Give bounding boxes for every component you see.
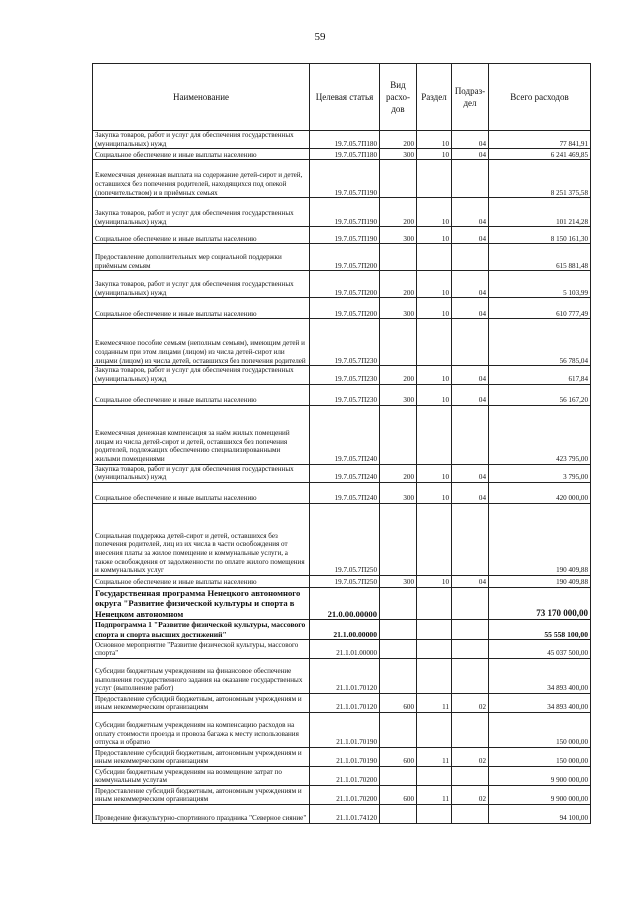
cell-expense-type: [380, 319, 417, 366]
cell-total: 420 000,00: [489, 482, 591, 503]
cell-target-article: 21.0.00.00000: [310, 587, 380, 619]
cell-target-article: 19.7.05.7П200: [310, 244, 380, 271]
table-row: [93, 620, 591, 640]
cell-section: 10: [417, 464, 452, 482]
table-row: [93, 482, 591, 503]
header-target-article: Целевая статья: [310, 64, 380, 131]
cell-name: Проведение физкультурно-спортивного праздника "Северное сияние": [93, 804, 310, 823]
cell-section: 11: [417, 747, 452, 766]
table-row: [93, 149, 591, 160]
cell-section: 10: [417, 227, 452, 244]
cell-section: 11: [417, 693, 452, 712]
cell-section: [417, 804, 452, 823]
cell-section: [417, 587, 452, 619]
cell-expense-type: 300: [380, 227, 417, 244]
cell-expense-type: [380, 620, 417, 640]
cell-total: 73 170 000,00: [489, 587, 591, 619]
header-total: Всего расходов: [489, 64, 591, 131]
cell-expense-type: [380, 766, 417, 785]
cell-target-article: 19.7.05.7П180: [310, 131, 380, 149]
cell-expense-type: 300: [380, 384, 417, 405]
cell-expense-type: [380, 639, 417, 658]
cell-subsection: [452, 658, 489, 693]
cell-target-article: 21.1.01.00000: [310, 639, 380, 658]
cell-name: Закупка товаров, работ и услуг для обеспечения государственных (муниципальных) нужд: [93, 366, 310, 384]
cell-subsection: 04: [452, 366, 489, 384]
cell-name: Государственная программа Ненецкого автономного округа "Развитие физической культуры и спорта в Ненецком автономном: [93, 587, 310, 619]
cell-subsection: [452, 712, 489, 747]
cell-subsection: [452, 639, 489, 658]
cell-section: 10: [417, 149, 452, 160]
header-section: Раздел: [417, 64, 452, 131]
cell-section: [417, 160, 452, 198]
cell-total: 77 841,91: [489, 131, 591, 149]
cell-name: Социальное обеспечение и иные выплаты населению: [93, 575, 310, 587]
cell-name: Ежемесячная денежная компенсация за наём жилых помещений лицам из числа детей-сирот и детей, оставшихся без попечения родителей, подлежащих обеспечению специализированными жилыми помещениями: [93, 405, 310, 464]
table-row: [93, 160, 591, 198]
cell-target-article: 19.7.05.7П240: [310, 464, 380, 482]
cell-subsection: [452, 503, 489, 575]
table-header-row: [93, 64, 591, 131]
cell-name: Социальное обеспечение и иные выплаты населению: [93, 482, 310, 503]
table-row: [93, 712, 591, 747]
header-name: Наименование: [93, 64, 310, 131]
cell-name: Социальное обеспечение и иные выплаты населению: [93, 227, 310, 244]
cell-subsection: 04: [452, 131, 489, 149]
cell-name: Основное мероприятие "Развитие физической культуры, массового спорта": [93, 639, 310, 658]
cell-expense-type: 600: [380, 747, 417, 766]
cell-total: 150 000,00: [489, 712, 591, 747]
cell-expense-type: 200: [380, 464, 417, 482]
cell-section: 10: [417, 384, 452, 405]
cell-total: 94 100,00: [489, 804, 591, 823]
cell-target-article: 19.7.05.7П180: [310, 149, 380, 160]
table-row: [93, 785, 591, 804]
cell-subsection: 02: [452, 785, 489, 804]
cell-target-article: 19.7.05.7П190: [310, 198, 380, 227]
cell-total: 3 795,00: [489, 464, 591, 482]
cell-subsection: 02: [452, 747, 489, 766]
cell-target-article: 19.7.05.7П230: [310, 384, 380, 405]
cell-target-article: 21.1.01.70190: [310, 747, 380, 766]
header-expense-type: Вид расхо-дов: [380, 64, 417, 131]
cell-expense-type: 300: [380, 149, 417, 160]
table-row: [93, 766, 591, 785]
cell-section: [417, 319, 452, 366]
cell-section: 10: [417, 366, 452, 384]
cell-target-article: 21.1.01.70120: [310, 693, 380, 712]
cell-total: 9 900 000,00: [489, 785, 591, 804]
cell-subsection: 04: [452, 575, 489, 587]
cell-target-article: 19.7.05.7П230: [310, 366, 380, 384]
cell-section: 10: [417, 298, 452, 319]
table-row: [93, 131, 591, 149]
cell-target-article: 19.7.05.7П190: [310, 227, 380, 244]
cell-total: 56 785,04: [489, 319, 591, 366]
cell-target-article: 21.1.01.70120: [310, 658, 380, 693]
cell-target-article: 19.7.05.7П200: [310, 298, 380, 319]
cell-name: Закупка товаров, работ и услуг для обеспечения государственных (муниципальных) нужд: [93, 131, 310, 149]
cell-target-article: 19.7.05.7П190: [310, 160, 380, 198]
cell-expense-type: 200: [380, 271, 417, 298]
cell-expense-type: 200: [380, 131, 417, 149]
cell-expense-type: 200: [380, 198, 417, 227]
cell-expense-type: [380, 587, 417, 619]
cell-target-article: 19.7.05.7П250: [310, 503, 380, 575]
table-row: [93, 575, 591, 587]
cell-total: 45 037 500,00: [489, 639, 591, 658]
cell-total: 101 214,28: [489, 198, 591, 227]
cell-subsection: [452, 244, 489, 271]
cell-section: [417, 620, 452, 640]
cell-total: 34 893 400,00: [489, 658, 591, 693]
cell-expense-type: [380, 160, 417, 198]
cell-target-article: 19.7.05.7П250: [310, 575, 380, 587]
cell-subsection: [452, 620, 489, 640]
cell-name: Закупка товаров, работ и услуг для обеспечения государственных (муниципальных) нужд: [93, 464, 310, 482]
cell-section: 10: [417, 131, 452, 149]
cell-section: [417, 639, 452, 658]
table-row: [93, 244, 591, 271]
cell-subsection: [452, 405, 489, 464]
cell-section: 10: [417, 575, 452, 587]
table-body: [93, 131, 591, 824]
table-row: [93, 384, 591, 405]
cell-name: Предоставление субсидий бюджетным, автономным учреждениям и иным некоммерческим организациям: [93, 693, 310, 712]
cell-expense-type: 600: [380, 693, 417, 712]
header-subsection: Подраз-дел: [452, 64, 489, 131]
cell-subsection: 04: [452, 271, 489, 298]
cell-total: 8 150 161,30: [489, 227, 591, 244]
cell-total: 6 241 469,85: [489, 149, 591, 160]
table-row: [93, 464, 591, 482]
cell-expense-type: 300: [380, 298, 417, 319]
cell-target-article: 21.1.01.70200: [310, 785, 380, 804]
cell-name: Подпрограмма 1 "Развитие физической культуры, массового спорта и спорта высших достижений": [93, 620, 310, 640]
cell-subsection: 04: [452, 227, 489, 244]
cell-subsection: [452, 160, 489, 198]
cell-target-article: 21.1.01.70190: [310, 712, 380, 747]
cell-total: 423 795,00: [489, 405, 591, 464]
cell-name: Социальная поддержка детей-сирот и детей, оставшихся без попечения родителей, лиц из их числа в части освобождения от внесения платы за жилое помещение и коммунальные услуги, а также освобождения от задолженности по оплате жилого помещения и коммунальных услуг: [93, 503, 310, 575]
cell-target-article: 19.7.05.7П240: [310, 405, 380, 464]
cell-name: Закупка товаров, работ и услуг для обеспечения государственных (муниципальных) нужд: [93, 198, 310, 227]
table-row: [93, 658, 591, 693]
cell-subsection: [452, 766, 489, 785]
cell-subsection: [452, 804, 489, 823]
cell-total: 617,84: [489, 366, 591, 384]
cell-expense-type: [380, 503, 417, 575]
table-row: [93, 366, 591, 384]
table-row: [93, 503, 591, 575]
cell-name: Социальное обеспечение и иные выплаты населению: [93, 298, 310, 319]
cell-expense-type: 300: [380, 575, 417, 587]
cell-total: 615 881,48: [489, 244, 591, 271]
cell-subsection: 04: [452, 384, 489, 405]
cell-total: 610 777,49: [489, 298, 591, 319]
cell-section: [417, 405, 452, 464]
cell-expense-type: 200: [380, 366, 417, 384]
table-row: [93, 693, 591, 712]
cell-name: Субсидии бюджетным учреждениям на возмещение затрат по коммунальным услугам: [93, 766, 310, 785]
cell-section: [417, 712, 452, 747]
cell-subsection: 02: [452, 693, 489, 712]
cell-target-article: 19.7.05.7П230: [310, 319, 380, 366]
table-row: [93, 587, 591, 619]
cell-section: 10: [417, 271, 452, 298]
cell-target-article: 19.7.05.7П240: [310, 482, 380, 503]
table-row: [93, 227, 591, 244]
cell-expense-type: 300: [380, 482, 417, 503]
cell-name: Социальное обеспечение и иные выплаты населению: [93, 149, 310, 160]
cell-total: 56 167,20: [489, 384, 591, 405]
cell-expense-type: [380, 244, 417, 271]
cell-total: 150 000,00: [489, 747, 591, 766]
cell-name: Ежемесячное пособие семьям (неполным семьям), имеющим детей и созданным при этом лицами (лицом) из числа детей-сирот или лицами (лицом) из числа детей, оставшихся без попечения родителей: [93, 319, 310, 366]
cell-total: 190 409,88: [489, 575, 591, 587]
cell-subsection: [452, 319, 489, 366]
cell-name: Предоставление дополнительных мер социальной поддержки приёмным семьям: [93, 244, 310, 271]
cell-name: Предоставление субсидий бюджетным, автономным учреждениям и иным некоммерческим организациям: [93, 785, 310, 804]
cell-total: 5 103,99: [489, 271, 591, 298]
cell-subsection: [452, 587, 489, 619]
cell-subsection: 04: [452, 464, 489, 482]
cell-section: [417, 244, 452, 271]
cell-section: 10: [417, 198, 452, 227]
cell-name: Предоставление субсидий бюджетным, автономным учреждениям и иным некоммерческим организациям: [93, 747, 310, 766]
cell-section: [417, 766, 452, 785]
cell-section: [417, 503, 452, 575]
cell-subsection: 04: [452, 149, 489, 160]
cell-section: 10: [417, 482, 452, 503]
cell-subsection: 04: [452, 482, 489, 503]
cell-name: Закупка товаров, работ и услуг для обеспечения государственных (муниципальных) нужд: [93, 271, 310, 298]
cell-expense-type: 600: [380, 785, 417, 804]
table-row: [93, 198, 591, 227]
table-row: [93, 639, 591, 658]
budget-table: [92, 63, 591, 824]
table-row: [93, 747, 591, 766]
cell-expense-type: [380, 658, 417, 693]
cell-subsection: 04: [452, 198, 489, 227]
cell-target-article: 21.1.00.00000: [310, 620, 380, 640]
cell-name: Социальное обеспечение и иные выплаты населению: [93, 384, 310, 405]
table-row: [93, 804, 591, 823]
cell-expense-type: [380, 712, 417, 747]
cell-section: 11: [417, 785, 452, 804]
cell-name: Ежемесячная денежная выплата на содержание детей-сирот и детей, оставшихся без попечения родителей, находящихся под опекой (попечительством) и в приёмных семьях: [93, 160, 310, 198]
cell-expense-type: [380, 405, 417, 464]
cell-subsection: 04: [452, 298, 489, 319]
page-number: 59: [314, 31, 326, 43]
table-row: [93, 319, 591, 366]
cell-target-article: 19.7.05.7П200: [310, 271, 380, 298]
cell-name: Субсидии бюджетным учреждениям на финансовое обеспечение выполнения государственного задания на оказание государственных услуг (выполнение работ): [93, 658, 310, 693]
cell-target-article: 21.1.01.70200: [310, 766, 380, 785]
cell-total: 8 251 375,58: [489, 160, 591, 198]
cell-total: 190 409,88: [489, 503, 591, 575]
cell-section: [417, 658, 452, 693]
cell-total: 55 558 100,00: [489, 620, 591, 640]
table-row: [93, 405, 591, 464]
cell-target-article: 21.1.01.74120: [310, 804, 380, 823]
cell-expense-type: [380, 804, 417, 823]
table-row: [93, 298, 591, 319]
cell-total: 9 900 000,00: [489, 766, 591, 785]
cell-name: Субсидии бюджетным учреждениям на компенсацию расходов на оплату стоимости проезда и провоза багажа к месту использования отпуска и обратно: [93, 712, 310, 747]
table-row: [93, 271, 591, 298]
cell-total: 34 893 400,00: [489, 693, 591, 712]
